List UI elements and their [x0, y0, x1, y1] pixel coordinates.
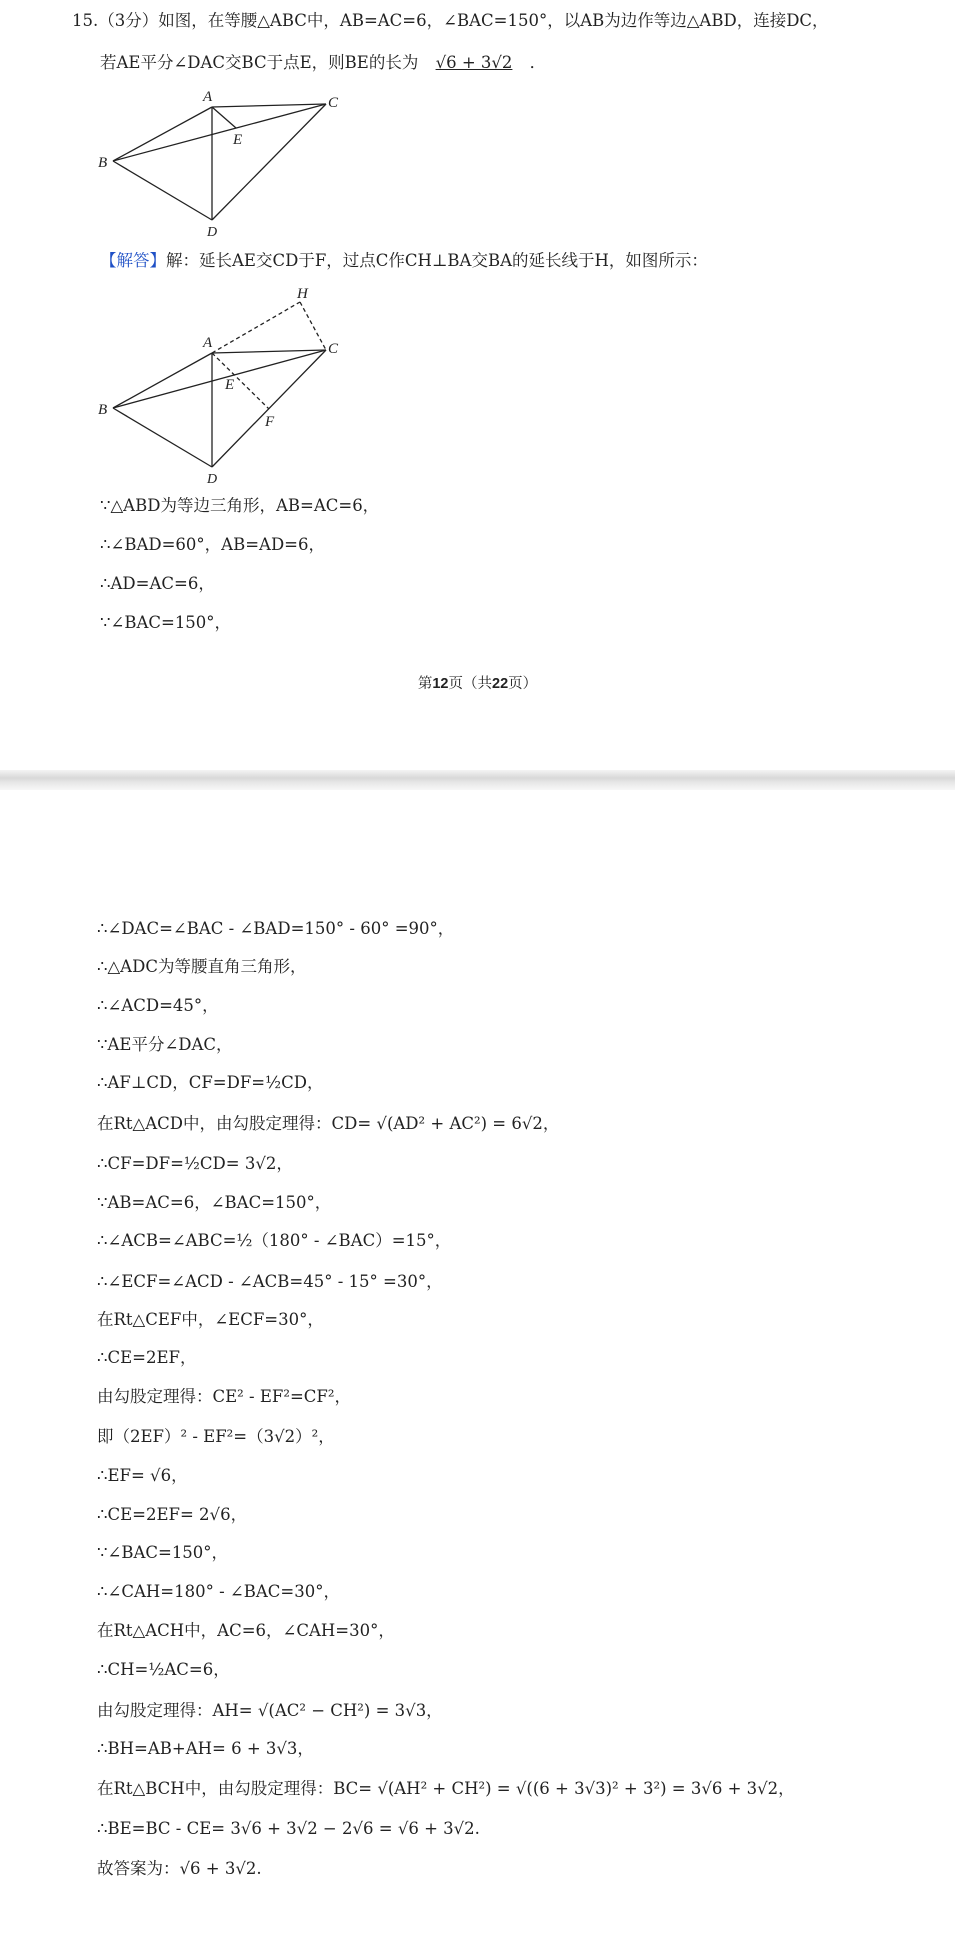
- question-stem-line2: [100, 52, 546, 74]
- solution-intro: 解：延长AE交CD于F，过点C作CH⊥BA交BA的延长线于H，如图所示：: [166, 251, 708, 270]
- solution-line: ∵∠BAC=150°，: [97, 1543, 229, 1562]
- label-D: D: [207, 225, 218, 240]
- footer-text: 页）: [508, 676, 538, 692]
- geometry-diagram-1: [95, 88, 340, 240]
- document-page-13: [0, 790, 955, 1950]
- solution-line: ∴BH=AB+AH= 6 + 3√3，: [97, 1739, 314, 1758]
- solution-line: 故答案为：√6 + 3√2.: [97, 1859, 262, 1878]
- solution-line: ∴EF= √6，: [97, 1466, 188, 1485]
- solution-line: 由勾股定理得：AH= √(AC² − CH²) = 3√3，: [97, 1701, 443, 1720]
- solution-line: ∴CE=2EF= 2√6，: [97, 1505, 248, 1524]
- label-F: F: [265, 414, 275, 430]
- label-B: B: [98, 402, 108, 418]
- step-3: ∴AD=AC=6，: [100, 574, 215, 593]
- solution-line: ∴∠ACB=∠ABC=½（180° - ∠BAC）=15°，: [97, 1231, 452, 1250]
- label-C: C: [328, 95, 339, 111]
- solution-line: ∴AF⊥CD，CF=DF=½CD，: [97, 1073, 324, 1092]
- solution-line: 即（2EF）² - EF²=（3√2）²，: [97, 1427, 335, 1446]
- label-C: C: [328, 341, 339, 357]
- step-2: ∴∠BAD=60°，AB=AD=6，: [100, 535, 325, 554]
- geometry-diagram-2: [95, 285, 340, 485]
- label-A: A: [203, 335, 213, 351]
- document-page-12: [0, 0, 955, 770]
- solution-line: ∴BE=BC - CE= 3√6 + 3√2 − 2√6 = √6 + 3√2.: [97, 1819, 480, 1838]
- solution-line: ∴CE=2EF，: [97, 1348, 197, 1367]
- question-end: ．: [529, 53, 547, 72]
- solution-line: ∴CH=½AC=6，: [97, 1660, 230, 1679]
- question-text: 若AE平分∠DAC交BC于点E，则BE的长为: [100, 53, 419, 72]
- solution-line: 在Rt△ACH中，AC=6，∠CAH=30°，: [97, 1621, 395, 1640]
- step-1: ∵△ABD为等边三角形，AB=AC=6，: [100, 496, 380, 515]
- page-footer: [0, 672, 955, 693]
- solution-line: 在Rt△ACD中，由勾股定理得：CD= √(AD² + AC²) = 6√2，: [97, 1114, 560, 1133]
- footer-page-number: 12: [432, 676, 449, 692]
- solution-line: 由勾股定理得：CE² - EF²=CF²，: [97, 1387, 351, 1406]
- solution-line: 在Rt△CEF中，∠ECF=30°，: [97, 1310, 324, 1329]
- label-H: H: [297, 286, 308, 302]
- solution-line: 在Rt△BCH中，由勾股定理得：BC= √(AH² + CH²) = √((6 + 3√3)² + 3²) = 3√6 + 3√2，: [97, 1779, 795, 1798]
- step-4: ∵∠BAC=150°，: [100, 613, 232, 632]
- label-D: D: [207, 472, 218, 487]
- solution-line: ∵AE平分∠DAC，: [97, 1035, 233, 1054]
- solution-line: ∴∠ECF=∠ACD - ∠ACB=45° - 15° =30°，: [97, 1272, 443, 1291]
- solution-line: ∴∠DAC=∠BAC - ∠BAD=150° - 60° =90°，: [97, 919, 455, 938]
- figure-2: [95, 285, 340, 485]
- label-E: E: [225, 377, 235, 393]
- label-E: E: [233, 132, 243, 148]
- label-B: B: [98, 155, 108, 171]
- page-separator: [0, 770, 955, 790]
- solution-line: ∴CF=DF=½CD= 3√2，: [97, 1154, 293, 1173]
- label-A: A: [203, 89, 213, 105]
- solution-label: 【解答】: [100, 251, 166, 270]
- solution-line: ∵AB=AC=6，∠BAC=150°，: [97, 1193, 332, 1212]
- solution-line: ∴∠CAH=180° - ∠BAC=30°，: [97, 1582, 340, 1601]
- figure-1: [95, 88, 340, 240]
- solution-line: ∴∠ACD=45°，: [97, 996, 219, 1015]
- footer-text: 页（共: [448, 676, 492, 692]
- footer-text: 第: [417, 676, 433, 692]
- question-stem-line1: 15.（3分）如图，在等腰△ABC中，AB=AC=6，∠BAC=150°，以AB为边作等边△ABD，连接DC，: [72, 11, 829, 30]
- solution-line: ∴△ADC为等腰直角三角形，: [97, 957, 307, 976]
- solution-intro-line: [100, 250, 708, 272]
- footer-total-pages: 22: [492, 676, 509, 692]
- answer-blank: √6 + 3√2: [435, 53, 513, 72]
